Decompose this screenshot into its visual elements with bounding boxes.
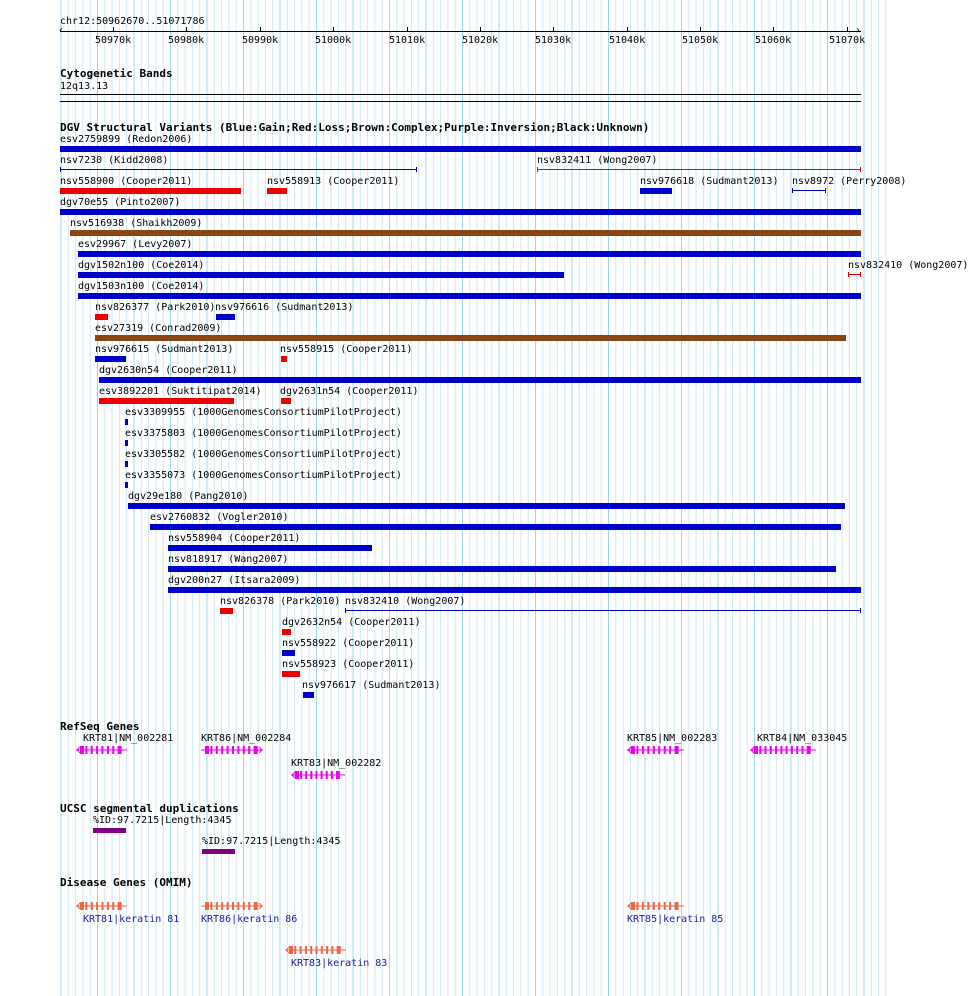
omim-gene-glyph[interactable] <box>76 901 127 911</box>
dgv-item-label[interactable]: dgv2632n54 (Cooper2011) <box>282 617 421 628</box>
dgv-item-label[interactable]: nsv832410 (Wong2007) <box>345 596 466 607</box>
ruler-tick <box>627 27 628 32</box>
dgv-item-label[interactable]: nsv826377 (Park2010) <box>95 302 216 313</box>
omim-gene-glyph[interactable] <box>627 901 684 911</box>
ruler-tick <box>773 27 774 32</box>
dgv-item-bar[interactable] <box>78 251 861 257</box>
dgv-item-bar[interactable] <box>78 272 564 278</box>
dgv-item-bar[interactable] <box>792 190 826 191</box>
ruler-tick <box>407 27 408 32</box>
dgv-item-label[interactable]: esv3305582 (1000GenomesConsortiumPilotProject) <box>125 449 402 460</box>
dgv-item-label[interactable]: nsv976615 (Sudmant2013) <box>95 344 234 355</box>
ruler-tick-label: 51000k <box>315 35 352 46</box>
dgv-item-label[interactable]: dgv2630n54 (Cooper2011) <box>99 365 238 376</box>
dgv-item-label[interactable]: esv3892201 (Suktitipat2014) <box>99 386 262 397</box>
omim-gene-label[interactable]: KRT86|keratin 86 <box>201 914 298 925</box>
refseq-gene-glyph[interactable] <box>291 770 345 780</box>
dgv-item-bar[interactable] <box>168 566 836 572</box>
dgv-item-label[interactable]: nsv7230 (Kidd2008) <box>60 155 169 166</box>
dgv-item-bar[interactable] <box>282 650 295 656</box>
dgv-item-label[interactable]: nsv558923 (Cooper2011) <box>282 659 415 670</box>
dgv-item-label[interactable]: nsv516938 (Shaikh2009) <box>70 218 203 229</box>
omim-gene-label[interactable]: KRT83|keratin 83 <box>291 958 388 969</box>
segdup-item-bar[interactable] <box>202 849 235 854</box>
ruler-tick <box>113 27 114 32</box>
dgv-item-label[interactable]: nsv818917 (Wang2007) <box>168 554 289 565</box>
dgv-item-label[interactable]: nsv976618 (Sudmant2013) <box>640 176 779 187</box>
ruler-tick-label: 51070k <box>829 35 866 46</box>
refseq-gene-label[interactable]: KRT84|NM_033045 <box>757 733 848 744</box>
ruler-line <box>60 31 861 32</box>
dgv-item-bar[interactable] <box>78 293 861 299</box>
dgv-item-bar[interactable] <box>537 169 861 170</box>
dgv-item-label[interactable]: nsv826378 (Park2010) <box>220 596 341 607</box>
dgv-item-bar[interactable] <box>60 209 861 215</box>
dgv-item-label[interactable]: nsv558922 (Cooper2011) <box>282 638 415 649</box>
ruler-tick-label: 51020k <box>462 35 499 46</box>
refseq-gene-glyph[interactable] <box>627 745 684 755</box>
omim-title: Disease Genes (OMIM) <box>60 876 193 889</box>
ruler-right-arrow-icon: › <box>855 25 862 36</box>
dgv-item-end-tick <box>416 167 417 172</box>
dgv-item-bar[interactable] <box>281 398 291 404</box>
refseq-gene-glyph[interactable] <box>76 745 127 755</box>
dgv-item-label[interactable]: dgv1502n100 (Coe2014) <box>78 260 205 271</box>
dgv-item-label[interactable]: nsv832410 (Wong2007) <box>848 260 968 271</box>
dgv-item-label[interactable]: esv27319 (Conrad2009) <box>95 323 222 334</box>
dgv-item-label[interactable]: esv2759899 (Redon2006) <box>60 134 193 145</box>
dgv-item-end-tick <box>537 167 538 172</box>
ruler-tick-label: 50980k <box>168 35 205 46</box>
dgv-item-bar[interactable] <box>99 377 861 383</box>
dgv-item-end-tick <box>848 272 849 277</box>
refseq-gene-label[interactable]: KRT85|NM_002283 <box>627 733 718 744</box>
dgv-item-label[interactable]: dgv70e55 (Pinto2007) <box>60 197 181 208</box>
dgv-item-bar[interactable] <box>267 188 287 194</box>
cytoband-line-top <box>60 94 861 95</box>
ruler-range: chr12:50962670..51071786 <box>60 16 205 27</box>
ruler-tick-label: 50990k <box>242 35 279 46</box>
dgv-item-end-tick <box>792 188 793 193</box>
ruler-tick <box>333 27 334 32</box>
dgv-item-label[interactable]: esv29967 (Levy2007) <box>78 239 193 250</box>
segdup-item-bar[interactable] <box>93 828 126 833</box>
dgv-item-bar[interactable] <box>95 335 846 341</box>
dgv-item-bar[interactable] <box>640 188 672 194</box>
refseq-title: RefSeq Genes <box>60 720 140 733</box>
dgv-item-bar[interactable] <box>281 356 287 362</box>
ruler-tick-label: 51050k <box>682 35 719 46</box>
ruler-tick-label: 51040k <box>609 35 646 46</box>
dgv-item-bar[interactable] <box>125 482 128 488</box>
dgv-item-label[interactable]: nsv832411 (Wong2007) <box>537 155 658 166</box>
dgv-item-label[interactable]: dgv2631n54 (Cooper2011) <box>280 386 419 397</box>
dgv-item-bar[interactable] <box>345 610 861 611</box>
ruler-tick <box>847 27 848 32</box>
dgv-item-bar[interactable] <box>128 503 845 509</box>
dgv-item-bar[interactable] <box>60 146 861 152</box>
dgv-item-bar[interactable] <box>303 692 314 698</box>
refseq-gene-glyph[interactable] <box>750 745 816 755</box>
dgv-item-bar[interactable] <box>95 314 108 320</box>
dgv-item-bar[interactable] <box>220 608 233 614</box>
omim-gene-glyph[interactable] <box>201 901 263 911</box>
dgv-item-label[interactable]: dgv29e180 (Pang2010) <box>128 491 249 502</box>
dgv-item-label[interactable]: dgv200n27 (Itsara2009) <box>168 575 301 586</box>
refseq-gene-label[interactable]: KRT86|NM_002284 <box>201 733 292 744</box>
dgv-item-label[interactable]: esv3355073 (1000GenomesConsortiumPilotProject) <box>125 470 402 481</box>
dgv-item-bar[interactable] <box>282 671 300 677</box>
dgv-item-bar[interactable] <box>125 440 128 446</box>
segdup-item-label[interactable]: %ID:97.7215|Length:4345 <box>202 836 341 847</box>
cytoband-line-bottom <box>60 101 861 102</box>
dgv-item-end-tick <box>860 167 861 172</box>
dgv-item-end-tick <box>345 608 346 613</box>
ruler-tick <box>480 27 481 32</box>
dgv-item-bar[interactable] <box>99 398 234 404</box>
dgv-item-bar[interactable] <box>168 587 861 593</box>
dgv-item-bar[interactable] <box>125 461 128 467</box>
dgv-item-bar[interactable] <box>150 524 841 530</box>
omim-gene-label[interactable]: KRT81|keratin 81 <box>83 914 180 925</box>
dgv-item-label[interactable]: esv3309955 (1000GenomesConsortiumPilotProject) <box>125 407 402 418</box>
dgv-item-label[interactable]: nsv558915 (Cooper2011) <box>280 344 413 355</box>
dgv-title: DGV Structural Variants (Blue:Gain;Red:Loss;Brown:Complex;Purple:Inversion;Black:Unknown) <box>60 121 650 134</box>
dgv-item-label[interactable]: nsv558904 (Cooper2011) <box>168 533 301 544</box>
omim-gene-label[interactable]: KRT85|keratin 85 <box>627 914 724 925</box>
ruler-tick <box>260 27 261 32</box>
dgv-item-label[interactable]: nsv558900 (Cooper2011) <box>60 176 193 187</box>
ruler-tick <box>700 27 701 32</box>
cytoband-label: 12q13.13 <box>60 81 109 92</box>
dgv-item-label[interactable]: nsv976616 (Sudmant2013) <box>215 302 354 313</box>
dgv-item-bar[interactable] <box>216 314 235 320</box>
ruler-tick <box>553 27 554 32</box>
ruler-tick-label: 50970k <box>95 35 132 46</box>
dgv-item-label[interactable]: dgv1503n100 (Coe2014) <box>78 281 205 292</box>
dgv-item-label[interactable]: nsv558913 (Cooper2011) <box>267 176 400 187</box>
dgv-item-bar[interactable] <box>60 169 417 170</box>
ruler-tick-label: 51030k <box>535 35 572 46</box>
segdup-item-label[interactable]: %ID:97.7215|Length:4345 <box>93 815 232 826</box>
ruler-tick <box>186 27 187 32</box>
ruler-tick-label: 51010k <box>389 35 426 46</box>
dgv-item-bar[interactable] <box>60 188 241 194</box>
dgv-item-label[interactable]: nsv8972 (Perry2008) <box>792 176 907 187</box>
dgv-item-bar[interactable] <box>95 356 126 362</box>
dgv-item-label[interactable]: esv2760832 (Vogler2010) <box>150 512 289 523</box>
dgv-item-end-tick <box>60 167 61 172</box>
refseq-gene-label[interactable]: KRT81|NM_002281 <box>83 733 174 744</box>
dgv-item-bar[interactable] <box>125 419 128 425</box>
dgv-item-bar[interactable] <box>282 629 291 635</box>
dgv-item-label[interactable]: nsv976617 (Sudmant2013) <box>302 680 441 691</box>
refseq-gene-glyph[interactable] <box>201 745 263 755</box>
dgv-item-end-tick <box>825 188 826 193</box>
dgv-item-bar[interactable] <box>168 545 372 551</box>
omim-gene-glyph[interactable] <box>285 945 346 955</box>
refseq-gene-label[interactable]: KRT83|NM_002282 <box>291 758 382 769</box>
cytoband-title: Cytogenetic Bands <box>60 67 173 80</box>
dgv-item-end-tick <box>860 272 861 277</box>
dgv-item-bar[interactable] <box>70 230 861 236</box>
ruler-left-arrow-icon: ‹ <box>58 25 65 36</box>
dgv-item-label[interactable]: esv3375803 (1000GenomesConsortiumPilotProject) <box>125 428 402 439</box>
dgv-item-end-tick <box>860 608 861 613</box>
segdup-title: UCSC segmental duplications <box>60 802 239 815</box>
ruler-tick-label: 51060k <box>755 35 792 46</box>
